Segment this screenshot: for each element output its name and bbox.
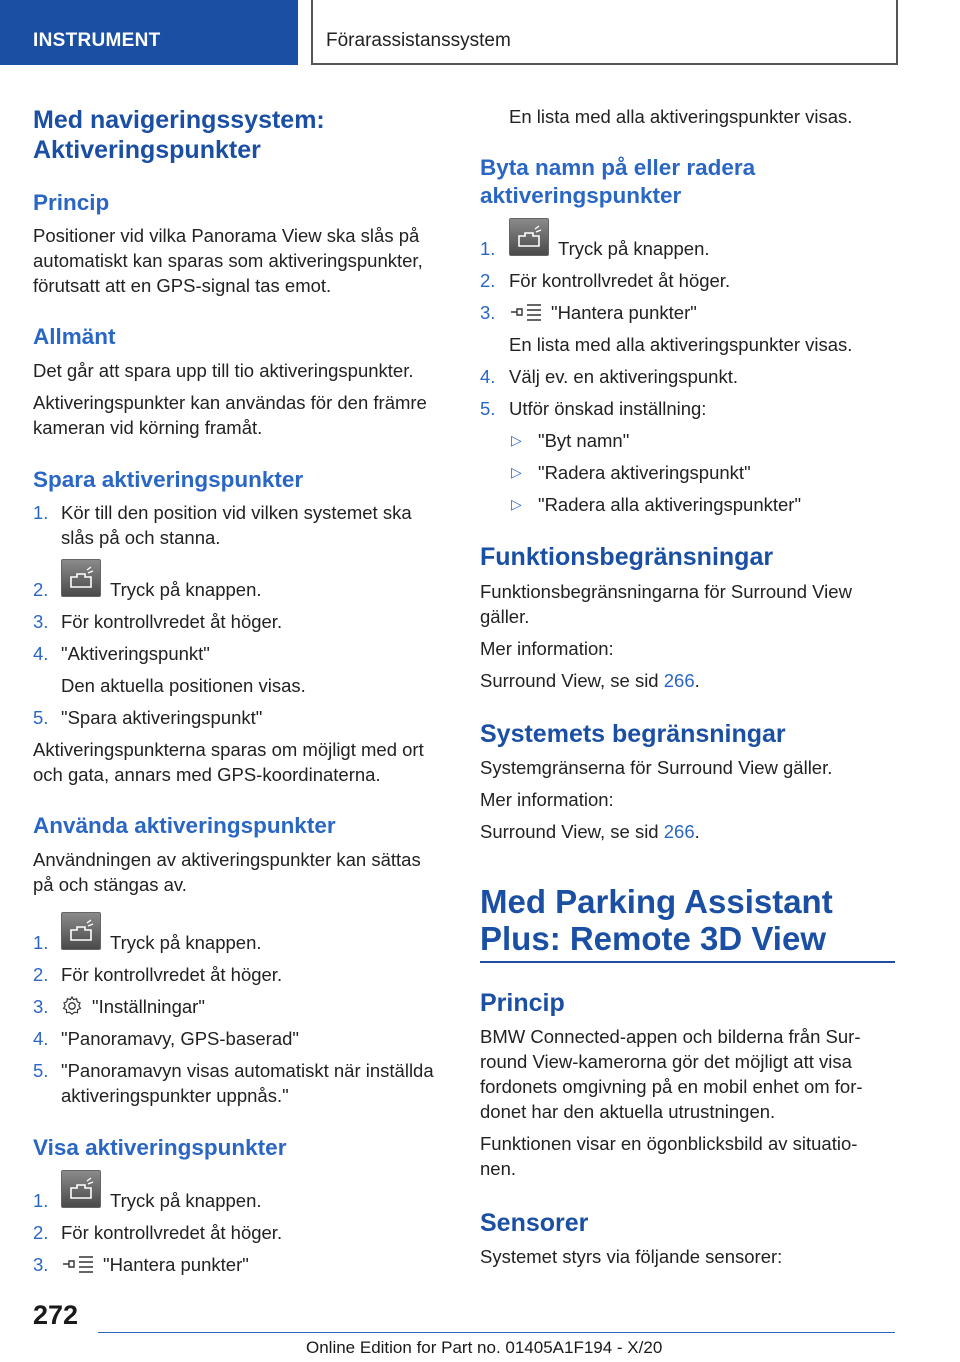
step-subtext: Den aktuella positionen visas. xyxy=(61,675,306,696)
step-text: För kontrollvredet åt höger. xyxy=(61,964,283,985)
step-text: För kontrollvredet åt höger. xyxy=(61,611,283,632)
step-text: För kontrollvredet åt höger. xyxy=(509,270,731,291)
paragraph-line: donet har den aktuella utrustningen. xyxy=(480,1101,776,1122)
step-number: 2. xyxy=(33,964,49,985)
paragraph-line: Positioner vid vilka Panorama View ska slås på xyxy=(33,225,420,246)
paragraph-line: Systemet styrs via följande sensorer: xyxy=(480,1246,783,1267)
heading-byta-line1: Byta namn på eller radera xyxy=(480,155,756,180)
settings-gear-icon xyxy=(61,995,83,1017)
step-text: "Spara aktiveringspunkt" xyxy=(61,707,263,728)
camera-button-icon xyxy=(61,912,101,950)
paragraph-line: Funktionsbegränsningarna för Surround View xyxy=(480,581,852,602)
page-link[interactable]: 266 xyxy=(663,670,695,691)
heading-princip-2: Princip xyxy=(480,989,565,1017)
footer-divider xyxy=(98,1332,895,1333)
paragraph-line: gäller. xyxy=(480,606,530,627)
step-text: "Inställningar" xyxy=(92,996,205,1017)
step-text: slås på och stanna. xyxy=(61,527,221,548)
heading-sensorer: Sensorer xyxy=(480,1209,589,1237)
step-text: Tryck på knappen. xyxy=(110,579,262,600)
heading-princip: Princip xyxy=(33,190,110,215)
step-text: För kontrollvredet åt höger. xyxy=(61,1222,283,1243)
step-text: "Hantera punkter" xyxy=(551,302,697,323)
step-number: 5. xyxy=(33,707,49,728)
camera-button-icon xyxy=(509,218,549,256)
step-number: 3. xyxy=(480,302,496,323)
paragraph-line: Mer information: xyxy=(480,789,614,810)
header-chapter-box xyxy=(311,0,898,65)
step-number: 3. xyxy=(33,1254,49,1275)
bullet-triangle-icon: ▷ xyxy=(511,432,522,448)
step-text: "Hantera punkter" xyxy=(103,1254,249,1275)
reference-line: Surround View, se sid 266. xyxy=(480,821,700,842)
step-number: 5. xyxy=(33,1060,49,1081)
step-text: "Panoramavy, GPS-baserad" xyxy=(61,1028,299,1049)
paragraph-line: kameran vid körning framåt. xyxy=(33,417,263,438)
paragraph-line: på och stängas av. xyxy=(33,874,187,895)
step-number: 1. xyxy=(480,238,496,259)
step-number: 1. xyxy=(33,932,49,953)
step-number: 2. xyxy=(480,270,496,291)
step-number: 1. xyxy=(33,1190,49,1211)
paragraph-line: Aktiveringspunkter kan användas för den främre xyxy=(33,392,427,413)
heading-systemets: Systemets begränsningar xyxy=(480,720,786,748)
heading-allmant: Allmänt xyxy=(33,324,116,349)
paragraph-line: Aktiveringspunkterna sparas om möjligt med ort xyxy=(33,739,424,760)
step-text: "Aktiveringspunkt" xyxy=(61,643,210,664)
reference-text: Surround View, se sid xyxy=(480,821,664,842)
chapter-divider xyxy=(480,961,895,963)
bullet-text: "Radera alla aktiveringspunkter" xyxy=(538,494,802,515)
section-title-line2: Aktiveringspunkter xyxy=(33,136,261,164)
bullet-text: "Radera aktiveringspunkt" xyxy=(538,462,751,483)
step-text: Tryck på knappen. xyxy=(558,238,710,259)
step-text: Välj ev. en aktiveringspunkt. xyxy=(509,366,738,387)
heading-funktionsbegransningar: Funktionsbegränsningar xyxy=(480,543,774,571)
step-text: Utför önskad inställning: xyxy=(509,398,707,419)
page-link[interactable]: 266 xyxy=(663,821,695,842)
step-number: 4. xyxy=(480,366,496,387)
step-subtext: En lista med alla aktiveringspunkter visas. xyxy=(509,334,853,355)
step-number: 5. xyxy=(480,398,496,419)
step-subtext: En lista med alla aktiveringspunkter visas. xyxy=(509,106,853,127)
paragraph-line: fordonets omgivning på en mobil enhet om for- xyxy=(480,1076,863,1097)
heading-byta-line2: aktiveringspunkter xyxy=(480,183,682,208)
heading-visa: Visa aktiveringspunkter xyxy=(33,1135,287,1160)
step-number: 2. xyxy=(33,579,49,600)
bullet-triangle-icon: ▷ xyxy=(511,464,522,480)
paragraph-line: nen. xyxy=(480,1158,517,1179)
step-number: 4. xyxy=(33,643,49,664)
paragraph-line: Mer information: xyxy=(480,638,614,659)
chapter-title-line2: Plus: Remote 3D View xyxy=(480,920,827,957)
section-title-line1: Med navigeringssystem: xyxy=(33,106,325,134)
heading-spara: Spara aktiveringspunkter xyxy=(33,467,304,492)
reference-text: Surround View, se sid xyxy=(480,670,664,691)
paragraph-line: förutsatt att en GPS-signal tas emot. xyxy=(33,275,332,296)
step-number: 1. xyxy=(33,502,49,523)
header-chapter-label: Förarassistanssystem xyxy=(326,30,511,51)
paragraph-line: Systemgränserna för Surround View gäller. xyxy=(480,757,833,778)
footer-edition: Online Edition for Part no. 01405A1F194 - X/20 xyxy=(306,1338,663,1357)
bullet-triangle-icon: ▷ xyxy=(511,496,522,512)
step-text: Tryck på knappen. xyxy=(110,1190,262,1211)
step-text: Kör till den position vid vilken systemet ska xyxy=(61,502,412,523)
bullet-text: "Byt namn" xyxy=(538,430,630,451)
step-text: aktiveringspunkter uppnås." xyxy=(61,1085,289,1106)
step-number: 4. xyxy=(33,1028,49,1049)
paragraph-line: Det går att spara upp till tio aktiveringspunkter. xyxy=(33,360,414,381)
paragraph-line: Användningen av aktiveringspunkter kan sättas xyxy=(33,849,421,870)
paragraph-line: automatiskt kan sparas som aktiveringspunkter, xyxy=(33,250,423,271)
paragraph-line: Funktionen visar en ögonblicksbild av situatio- xyxy=(480,1133,858,1154)
reference-line: Surround View, se sid 266. xyxy=(480,670,700,691)
step-number: 3. xyxy=(33,611,49,632)
step-text: "Panoramavyn visas automatiskt när inställda xyxy=(61,1060,434,1081)
paragraph-line: BMW Connected-appen och bilderna från Sur- xyxy=(480,1026,861,1047)
paragraph-line: round View-kamerorna gör det möjligt att visa xyxy=(480,1051,852,1072)
step-number: 2. xyxy=(33,1222,49,1243)
header-section-tab xyxy=(0,0,298,65)
step-number: 3. xyxy=(33,996,49,1017)
manage-points-icon xyxy=(61,1253,95,1275)
header-section-label: INSTRUMENT xyxy=(33,30,161,51)
heading-anvanda: Använda aktiveringspunkter xyxy=(33,813,336,838)
camera-button-icon xyxy=(61,1170,101,1208)
chapter-title-line1: Med Parking Assistant xyxy=(480,883,833,920)
page-number: 272 xyxy=(33,1300,79,1330)
camera-button-icon xyxy=(61,559,101,597)
paragraph-line: och gata, annars med GPS-koordinaterna. xyxy=(33,764,381,785)
manage-points-icon xyxy=(509,301,543,323)
step-text: Tryck på knappen. xyxy=(110,932,262,953)
